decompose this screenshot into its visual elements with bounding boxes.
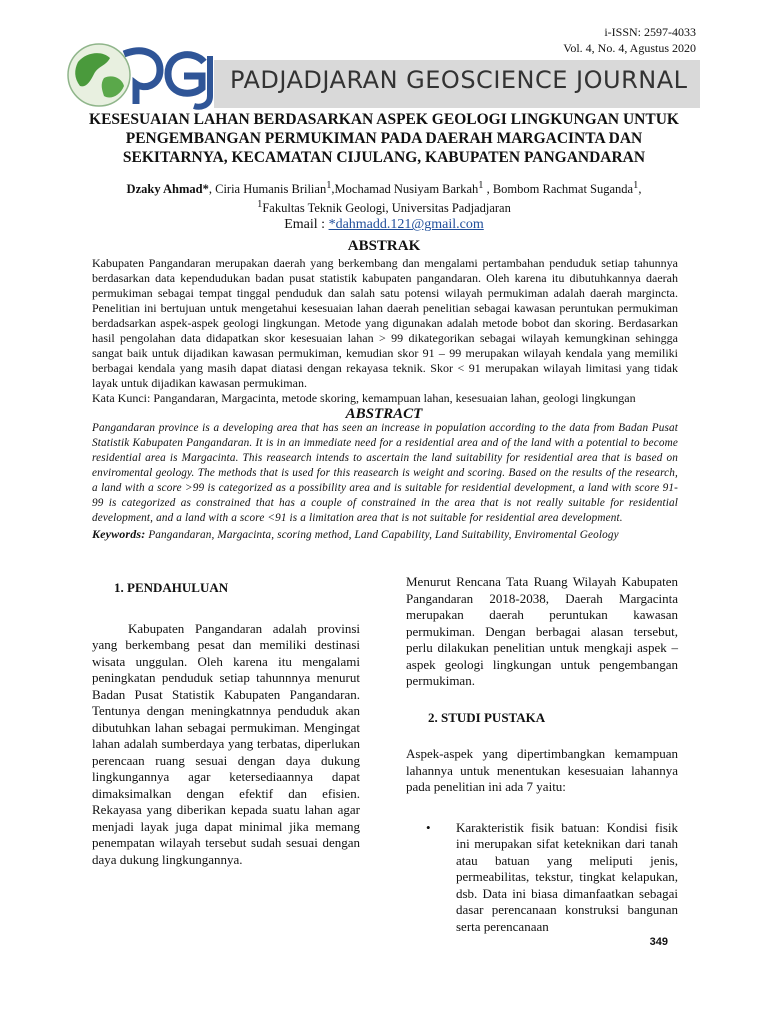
keywords-label: Keywords:	[92, 527, 146, 541]
keywords-line	[92, 527, 678, 543]
author-name: Bombom Rachmat Suganda	[492, 182, 634, 197]
paper-title	[64, 110, 704, 167]
affil-sup: 1	[257, 199, 263, 211]
affil-sup: 1	[326, 180, 332, 191]
journal-banner	[64, 40, 700, 110]
list-item-text: Karakteristik fisik batuan: Kondisi fisik ini merupakan sifat keteknikan dari tanah atau batuan yang meliputi jenis, permeabilitas, tekstur, tingkat kelapukan, dsb. Data ini biasa dimanfaatkan sebagai dasar perencanaan konstruksi bangunan serta perencanaan	[456, 819, 678, 934]
right-column	[406, 574, 678, 935]
affil-sup: 1	[478, 180, 484, 191]
abstrak-heading: ABSTRAK	[347, 238, 421, 254]
email-label: Email :	[284, 217, 326, 233]
affiliation	[64, 197, 704, 216]
lead-author: Dzaky Ahmad*	[126, 182, 209, 197]
affiliation-text: Fakultas Teknik Geologi, Universitas Padjadjaran	[262, 201, 511, 216]
title-line: PENGEMBANGAN PERMUKIMAN PADA DAERAH MARGACINTA DAN	[125, 130, 643, 147]
email-link[interactable]: *dahmadd.121@gmail.com	[328, 217, 484, 233]
volume-text: Vol. 4, No. 4, Agustus 2020	[563, 41, 696, 55]
affil-sup: 1	[633, 180, 639, 191]
rtrw-paragraph: Menurut Rencana Tata Ruang Wilayah Kabupaten Pangandaran 2018-2038, Daerah Margacinta merupakan daerah peruntukan kawasan permukiman. Dengan berbagai alasan tersebut, perlu dilakukan penelitian untuk mengkaji aspek – aspek geologi lingkungan untuk pengembangan permukiman.	[406, 574, 678, 688]
author-block	[64, 178, 704, 233]
author-name: Mochamad Nusiyam Barkah	[334, 182, 479, 197]
abstract-heading: ABSTRACT	[345, 406, 423, 422]
title-line: SEKITARNYA, KECAMATAN CIJULANG, KABUPATEN PANGANDARAN	[122, 149, 646, 166]
keywords-text: Pangandaran, Margacinta, scoring method, Land Capability, Land Suitability, Enviromental Geology	[148, 529, 619, 541]
section-heading-pendahuluan: 1. PENDAHULUAN	[114, 580, 229, 595]
list-item	[406, 820, 678, 936]
pendahuluan-paragraph: Kabupaten Pangandaran adalah provinsi yang berkembang pesat dan memiliki destinasi wisata unggulan. Oleh karena itu mengalami peningkatan penduduk setiap tahunnnya menurut Badan Pusat Statistik Kabupaten Pangandaran. Tentunya dengan meningkatnnya penduduk akan dibutuhkan lahan sebagai permukiman. Mengingat lahan adalah sumberdaya yang terbatas, diperlukan perencaan ruang sesuai dengan daya dukung lingkungannya agar ketersediaannya dapat dimaksimalkan dengan efektif dan efisien. Rekayasa yang diberikan kepada suatu lahan agar menjadi layak juga dapat minimal jika memang penempatan wilayah tersebut sudah sesuai dengan daya dukung lingkungannya.	[92, 620, 360, 867]
left-column	[92, 580, 360, 868]
kata-kunci: Kata Kunci: Pangandaran, Margacinta, metode skoring, kemampuan lahan, kesesuaian lahan, geologi lingkungan	[92, 391, 636, 405]
abstract-text: Pangandaran province is a developing area that has seen an increase in population according to the data from Badan Pusat Statistik Kabupaten Pangandaran. It is in an immediate need for a residential area and of the land with a potential to become residential area is Margacinta. This reasearch intends to ascertain the land suitability for residential area that is based on enviromental geology. The methods that is used for this reasearch is weight and scoring. Based on the results of the research, a land with a score >99 is categorized as a possibility area and is suitable for residential development, a land with score 91-99 is categorized as constrained that has a couple of constrained in the area that is not really suitable for residential development, and a land with a score <91 is a limitation area that is not suitable for residential area development.	[92, 422, 678, 524]
author-name: Ciria Humanis Brilian	[215, 182, 327, 197]
abstract-section	[92, 421, 678, 543]
abstrak-section	[92, 256, 678, 406]
journal-logo	[64, 40, 214, 110]
bullet-icon: •	[426, 819, 431, 835]
abstrak-text: Kabupaten Pangandaran merupakan daerah yang berkembang dan mengalami pertambahan penduduk setiap tahunnya berdasarkan data kependudukan badan pusat statistik kabupaten pangandaran. Oleh karena itu dibutuhkannya daerah permukiman sebagai tempat tinggal penduduk dan salah satu potensi wilayah permukiman adalah daerah margincta. Penelitian ini bertujuan untuk mengetahui kesesuaian lahan daerah penelitian sebagai kawasan peruntukan permukiman berdadsarkan aspek-aspek geologi lingkungan. Metode yang digunakan adalah metode bobot dan skoring. Berdasarkan hasil pengolahan data didapatkan skor kesesuaian lahan > 99 dikategorikan sebagai wilayah kemungkinan sehingga sangat baik untuk dijadikan kawasan permukiman, kemudian skor 91 – 99 merupakan wilayah kendala yang memiliki berbagai kendala yang masih dapat diatasi dengan rekayasa teknik. Skor < 91 merupakan wilayah limitasi yang tidak layak untuk dijadikan kawasan permukiman.	[92, 256, 678, 390]
issn-text: i-ISSN: 2597-4033	[604, 25, 696, 39]
email-line	[64, 217, 704, 233]
page-number: 349	[649, 936, 668, 948]
studi-pustaka-paragraph: Aspek-aspek yang dipertimbangkan kemampuan lahannya untuk menentukan kesesuaian lahannya pada penelitian ini ada 7 yaitu:	[406, 746, 678, 794]
title-line: KESESUAIAN LAHAN BERDASARKAN ASPEK GEOLOGI LINGKUNGAN UNTUK	[89, 111, 679, 128]
author-line: Dzaky Ahmad*, Ciria Humanis Brilian$^1$,Mochamad Nusiyam Barkah$^1$ , Bombom Rachmat Suganda$^1$,	[126, 180, 642, 197]
journal-name: PADJADJARAN GEOSCIENCE JOURNAL	[230, 66, 688, 94]
globe-logo-icon	[64, 40, 214, 110]
section-heading-studi-pustaka: 2. STUDI PUSTAKA	[428, 709, 546, 725]
